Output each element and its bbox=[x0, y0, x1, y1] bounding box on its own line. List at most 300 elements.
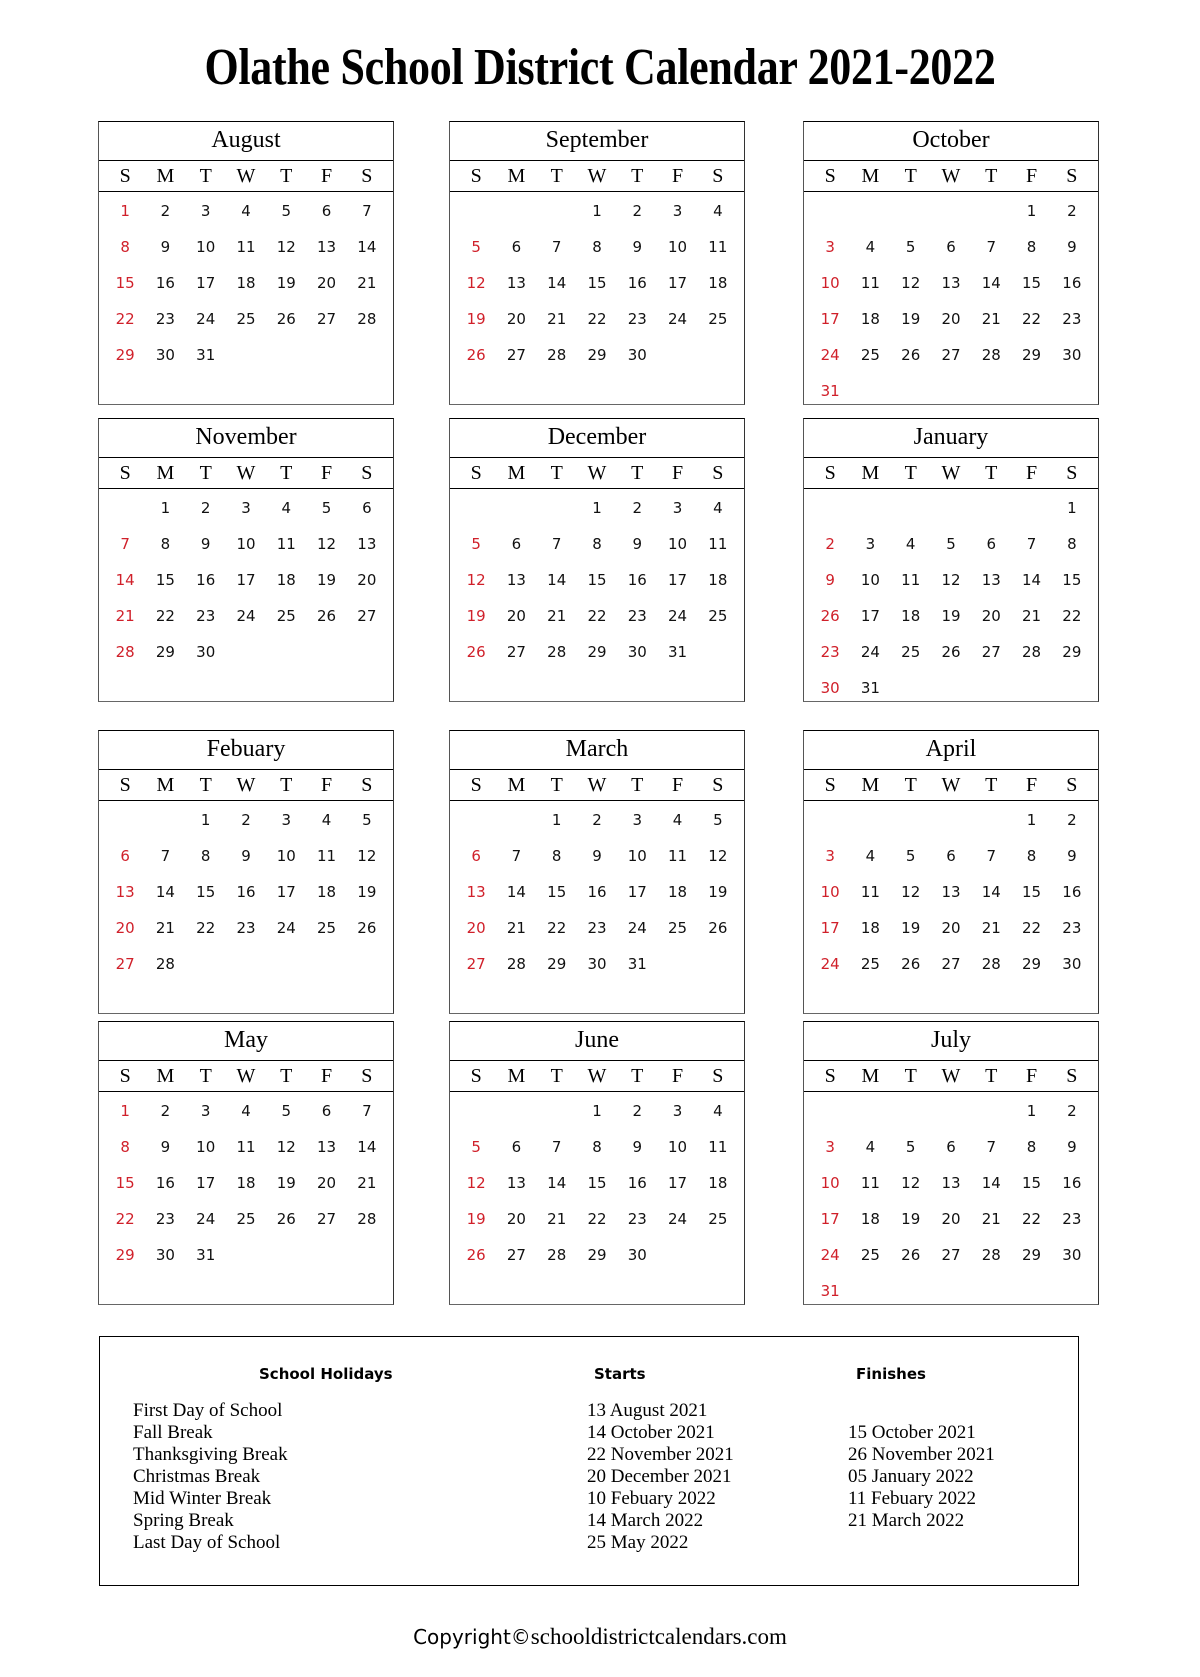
weekday-label: F bbox=[321, 774, 333, 796]
site-link[interactable]: schooldistrictcalendars.com bbox=[530, 1624, 787, 1649]
date: 22 bbox=[1022, 919, 1042, 937]
weekday-label: M bbox=[156, 462, 175, 484]
date: 7 bbox=[362, 1102, 372, 1120]
sunday-date: 31 bbox=[820, 1282, 840, 1300]
weekday-header bbox=[450, 161, 744, 192]
empty-day bbox=[145, 802, 185, 838]
weekday-label: M bbox=[861, 165, 880, 187]
date: 13 bbox=[317, 238, 337, 256]
date: 7 bbox=[551, 535, 562, 553]
date: 31 bbox=[668, 643, 688, 661]
sunday-date: 12 bbox=[466, 571, 486, 589]
date: 26 bbox=[357, 919, 377, 937]
date: 13 bbox=[941, 1174, 961, 1192]
date: 28 bbox=[547, 346, 567, 364]
weekday-label: W bbox=[587, 165, 607, 187]
date: 11 bbox=[236, 1138, 256, 1156]
empty-day bbox=[971, 1093, 1011, 1129]
date: 12 bbox=[901, 883, 921, 901]
date: 31 bbox=[627, 955, 647, 973]
sunday-date: 13 bbox=[115, 883, 135, 901]
date: 12 bbox=[317, 535, 337, 553]
date: 12 bbox=[708, 847, 728, 865]
date: 23 bbox=[587, 919, 607, 937]
sunday-date: 19 bbox=[466, 1210, 486, 1228]
empty-day bbox=[496, 490, 536, 526]
holiday-finishes-cell: 11 Febuary 2022 bbox=[848, 1488, 977, 1509]
empty-day bbox=[537, 490, 577, 526]
sunday-date: 3 bbox=[825, 1138, 835, 1156]
date: 4 bbox=[865, 238, 876, 256]
date: 6 bbox=[321, 1102, 332, 1120]
date: 22 bbox=[1022, 310, 1042, 328]
weekday-label: S bbox=[824, 165, 836, 187]
weekday-label: S bbox=[824, 774, 836, 796]
weekday-label: M bbox=[861, 1065, 880, 1087]
date: 10 bbox=[276, 847, 296, 865]
holiday-starts-cell: 13 August 2021 bbox=[587, 1400, 708, 1421]
date: 18 bbox=[317, 883, 337, 901]
date: 23 bbox=[627, 310, 647, 328]
date: 5 bbox=[362, 811, 372, 829]
date: 27 bbox=[941, 1246, 961, 1264]
date: 21 bbox=[357, 1174, 377, 1192]
date: 13 bbox=[941, 274, 961, 292]
date: 11 bbox=[317, 847, 337, 865]
date: 21 bbox=[981, 919, 1001, 937]
holiday-starts-cell: 14 October 2021 bbox=[587, 1422, 715, 1443]
weekday-label: S bbox=[361, 165, 373, 187]
weekday-label: T bbox=[904, 1065, 917, 1087]
date: 14 bbox=[1022, 571, 1042, 589]
date: 10 bbox=[668, 535, 688, 553]
date: 4 bbox=[672, 811, 683, 829]
empty-day bbox=[971, 802, 1011, 838]
sunday-date: 26 bbox=[466, 1246, 486, 1264]
date: 28 bbox=[506, 955, 526, 973]
holiday-name-cell: Thanksgiving Break bbox=[133, 1444, 288, 1465]
date: 27 bbox=[941, 955, 961, 973]
date: 25 bbox=[860, 1246, 880, 1264]
date: 1 bbox=[160, 499, 171, 517]
date: 13 bbox=[506, 274, 526, 292]
date: 31 bbox=[196, 346, 216, 364]
date: 22 bbox=[587, 1210, 607, 1228]
date: 30 bbox=[627, 346, 647, 364]
date: 20 bbox=[506, 310, 526, 328]
month-april bbox=[803, 730, 1099, 1014]
empty-day bbox=[931, 490, 971, 526]
date: 16 bbox=[1062, 274, 1082, 292]
weekday-label: W bbox=[941, 1065, 961, 1087]
date: 17 bbox=[196, 1174, 216, 1192]
date: 28 bbox=[981, 346, 1001, 364]
sunday-date: 20 bbox=[466, 919, 486, 937]
date: 11 bbox=[860, 883, 880, 901]
date: 7 bbox=[986, 238, 997, 256]
date: 16 bbox=[1062, 883, 1082, 901]
date: 17 bbox=[236, 571, 256, 589]
month-september bbox=[449, 121, 745, 405]
weekday-header bbox=[804, 161, 1098, 192]
date: 1 bbox=[551, 811, 562, 829]
date: 26 bbox=[276, 310, 296, 328]
date: 8 bbox=[551, 847, 562, 865]
date: 9 bbox=[200, 535, 211, 553]
date: 22 bbox=[587, 607, 607, 625]
date: 2 bbox=[1067, 1102, 1077, 1120]
date: 20 bbox=[941, 919, 961, 937]
weekday-label: T bbox=[280, 165, 293, 187]
date: 15 bbox=[1022, 883, 1042, 901]
date: 10 bbox=[196, 238, 216, 256]
date: 6 bbox=[946, 238, 956, 256]
empty-day bbox=[850, 490, 890, 526]
date: 26 bbox=[276, 1210, 296, 1228]
weekday-label: F bbox=[672, 462, 684, 484]
starts-list bbox=[587, 1400, 734, 1554]
holiday-starts-cell: 20 December 2021 bbox=[587, 1466, 732, 1487]
holiday-name-cell: Mid Winter Break bbox=[133, 1488, 272, 1509]
empty-day bbox=[931, 193, 971, 229]
date: 14 bbox=[981, 1174, 1001, 1192]
sunday-date: 1 bbox=[120, 202, 130, 220]
date: 5 bbox=[905, 238, 916, 256]
month-december bbox=[449, 418, 745, 702]
date: 11 bbox=[668, 847, 688, 865]
weekday-label: T bbox=[280, 774, 293, 796]
date: 13 bbox=[941, 883, 961, 901]
weekday-label: T bbox=[904, 165, 917, 187]
date: 5 bbox=[713, 811, 723, 829]
date: 11 bbox=[901, 571, 921, 589]
page-title: Olathe School District Calendar 2021-2022 bbox=[204, 38, 996, 96]
weekday-label: W bbox=[236, 462, 256, 484]
empty-day bbox=[891, 1093, 931, 1129]
sunday-date: 12 bbox=[466, 274, 486, 292]
weekday-label: S bbox=[119, 774, 131, 796]
date: 4 bbox=[865, 1138, 876, 1156]
days-grid bbox=[99, 801, 393, 982]
date: 7 bbox=[1026, 535, 1037, 553]
date: 9 bbox=[592, 847, 602, 865]
date: 16 bbox=[587, 883, 607, 901]
holiday-name-cell: First Day of School bbox=[133, 1400, 283, 1421]
date: 16 bbox=[627, 1174, 647, 1192]
empty-day bbox=[537, 193, 577, 229]
date: 28 bbox=[357, 310, 377, 328]
sunday-date: 6 bbox=[120, 847, 130, 865]
date: 30 bbox=[627, 643, 647, 661]
date: 9 bbox=[632, 238, 643, 256]
date: 6 bbox=[986, 535, 997, 553]
date: 24 bbox=[668, 607, 688, 625]
sunday-date: 26 bbox=[820, 607, 840, 625]
date: 2 bbox=[160, 202, 171, 220]
date: 31 bbox=[860, 679, 880, 697]
date: 23 bbox=[236, 919, 256, 937]
date: 4 bbox=[241, 202, 251, 220]
weekday-label: S bbox=[1066, 165, 1078, 187]
sunday-date: 30 bbox=[820, 679, 840, 697]
date: 20 bbox=[981, 607, 1001, 625]
weekday-label: F bbox=[672, 774, 684, 796]
weekday-label: M bbox=[861, 462, 880, 484]
date: 7 bbox=[160, 847, 171, 865]
month-name: January bbox=[804, 419, 1098, 458]
date: 22 bbox=[587, 310, 607, 328]
empty-day bbox=[850, 1093, 890, 1129]
holiday-finishes-cell: 26 November 2021 bbox=[848, 1444, 995, 1465]
date: 2 bbox=[592, 811, 602, 829]
date: 18 bbox=[708, 274, 728, 292]
weekday-label: F bbox=[1026, 1065, 1038, 1087]
date: 7 bbox=[551, 238, 562, 256]
date: 8 bbox=[1026, 1138, 1037, 1156]
sunday-date: 20 bbox=[115, 919, 135, 937]
holiday-starts-cell: 14 March 2022 bbox=[587, 1510, 704, 1531]
date: 13 bbox=[981, 571, 1001, 589]
date: 29 bbox=[587, 643, 607, 661]
date: 20 bbox=[317, 274, 337, 292]
holiday-finishes-cell bbox=[848, 1400, 995, 1422]
date: 14 bbox=[357, 1138, 377, 1156]
date: 27 bbox=[317, 1210, 337, 1228]
date: 29 bbox=[547, 955, 567, 973]
weekday-label: T bbox=[550, 165, 563, 187]
date: 11 bbox=[708, 1138, 728, 1156]
weekday-label: F bbox=[1026, 462, 1038, 484]
month-may bbox=[98, 1021, 394, 1305]
date: 31 bbox=[196, 1246, 216, 1264]
month-name: Febuary bbox=[99, 731, 393, 770]
date: 8 bbox=[592, 535, 602, 553]
date: 17 bbox=[627, 883, 647, 901]
date: 25 bbox=[708, 1210, 728, 1228]
weekday-header bbox=[450, 1061, 744, 1092]
weekday-label: S bbox=[712, 1065, 724, 1087]
empty-day bbox=[891, 490, 931, 526]
date: 8 bbox=[1067, 535, 1077, 553]
weekday-label: T bbox=[985, 462, 998, 484]
date: 25 bbox=[276, 607, 296, 625]
sunday-date: 6 bbox=[471, 847, 481, 865]
empty-day bbox=[537, 1093, 577, 1129]
date: 1 bbox=[592, 1102, 602, 1120]
date: 13 bbox=[357, 535, 377, 553]
weekday-label: M bbox=[507, 462, 526, 484]
date: 17 bbox=[860, 607, 880, 625]
date: 9 bbox=[241, 847, 251, 865]
weekday-header bbox=[99, 770, 393, 801]
date: 8 bbox=[200, 847, 211, 865]
weekday-label: S bbox=[1066, 774, 1078, 796]
sunday-date: 22 bbox=[115, 1210, 135, 1228]
weekday-label: M bbox=[507, 774, 526, 796]
weekday-label: M bbox=[861, 774, 880, 796]
empty-day bbox=[456, 193, 496, 229]
empty-day bbox=[496, 193, 536, 229]
weekday-label: T bbox=[904, 462, 917, 484]
date: 28 bbox=[981, 1246, 1001, 1264]
sunday-date: 8 bbox=[120, 1138, 130, 1156]
weekday-label: S bbox=[712, 165, 724, 187]
date: 18 bbox=[708, 571, 728, 589]
date: 30 bbox=[155, 346, 175, 364]
date: 22 bbox=[547, 919, 567, 937]
empty-day bbox=[456, 1093, 496, 1129]
days-grid bbox=[99, 192, 393, 373]
sunday-date: 5 bbox=[471, 1138, 481, 1156]
weekday-header bbox=[99, 1061, 393, 1092]
date: 12 bbox=[276, 1138, 296, 1156]
days-grid bbox=[804, 192, 1098, 409]
sunday-date: 7 bbox=[120, 535, 130, 553]
weekday-label: F bbox=[672, 165, 684, 187]
date: 14 bbox=[506, 883, 526, 901]
sunday-date: 15 bbox=[115, 1174, 135, 1192]
date: 1 bbox=[1067, 499, 1077, 517]
date: 29 bbox=[1022, 346, 1042, 364]
month-january bbox=[803, 418, 1099, 702]
date: 18 bbox=[668, 883, 688, 901]
date: 15 bbox=[155, 571, 175, 589]
date: 18 bbox=[236, 274, 256, 292]
date: 8 bbox=[1026, 847, 1037, 865]
holiday-name-header: School Holidays bbox=[259, 1365, 393, 1383]
date: 30 bbox=[196, 643, 216, 661]
weekday-label: W bbox=[587, 462, 607, 484]
sunday-date: 27 bbox=[466, 955, 486, 973]
weekday-label: M bbox=[507, 1065, 526, 1087]
date: 9 bbox=[160, 1138, 171, 1156]
date: 7 bbox=[511, 847, 522, 865]
holiday-name-cell: Spring Break bbox=[133, 1510, 234, 1531]
sunday-date: 17 bbox=[820, 1210, 840, 1228]
days-grid bbox=[99, 489, 393, 670]
date: 26 bbox=[708, 919, 728, 937]
date: 26 bbox=[901, 346, 921, 364]
weekday-label: T bbox=[985, 774, 998, 796]
weekday-label: T bbox=[631, 462, 644, 484]
finishes-list bbox=[848, 1400, 995, 1554]
date: 23 bbox=[627, 1210, 647, 1228]
date: 13 bbox=[506, 1174, 526, 1192]
month-november bbox=[98, 418, 394, 702]
date: 21 bbox=[506, 919, 526, 937]
days-grid bbox=[804, 489, 1098, 706]
date: 3 bbox=[200, 1102, 211, 1120]
weekday-label: T bbox=[904, 774, 917, 796]
weekday-label: S bbox=[361, 462, 373, 484]
date: 25 bbox=[668, 919, 688, 937]
sunday-date: 5 bbox=[471, 238, 481, 256]
month-name: August bbox=[99, 122, 393, 161]
date: 29 bbox=[155, 643, 175, 661]
date: 4 bbox=[713, 202, 723, 220]
date: 18 bbox=[860, 1210, 880, 1228]
month-august bbox=[98, 121, 394, 405]
holiday-name-list bbox=[133, 1400, 288, 1554]
starts-header: Starts bbox=[594, 1365, 646, 1383]
date: 3 bbox=[865, 535, 876, 553]
sunday-date: 22 bbox=[115, 310, 135, 328]
sunday-date: 27 bbox=[115, 955, 135, 973]
date: 27 bbox=[506, 1246, 526, 1264]
holiday-finishes-cell: 15 October 2021 bbox=[848, 1422, 976, 1443]
weekday-label: S bbox=[1066, 462, 1078, 484]
date: 24 bbox=[668, 1210, 688, 1228]
date: 29 bbox=[1062, 643, 1082, 661]
date: 1 bbox=[592, 499, 602, 517]
date: 21 bbox=[547, 607, 567, 625]
date: 17 bbox=[668, 571, 688, 589]
date: 25 bbox=[860, 955, 880, 973]
empty-day bbox=[456, 802, 496, 838]
empty-day bbox=[891, 193, 931, 229]
sunday-date: 10 bbox=[820, 1174, 840, 1192]
date: 20 bbox=[941, 310, 961, 328]
days-grid bbox=[450, 192, 744, 373]
weekday-label: T bbox=[199, 462, 212, 484]
date: 5 bbox=[281, 1102, 292, 1120]
empty-day bbox=[931, 1093, 971, 1129]
date: 21 bbox=[1022, 607, 1042, 625]
date: 15 bbox=[1022, 1174, 1042, 1192]
month-name: July bbox=[804, 1022, 1098, 1061]
date: 3 bbox=[672, 499, 683, 517]
date: 1 bbox=[200, 811, 211, 829]
date: 6 bbox=[511, 238, 522, 256]
month-june bbox=[449, 1021, 745, 1305]
weekday-label: S bbox=[470, 165, 482, 187]
sunday-date: 14 bbox=[115, 571, 135, 589]
weekday-label: T bbox=[199, 165, 212, 187]
date: 19 bbox=[941, 607, 961, 625]
date: 25 bbox=[236, 310, 256, 328]
date: 10 bbox=[236, 535, 256, 553]
date: 25 bbox=[708, 607, 728, 625]
date: 9 bbox=[1067, 847, 1077, 865]
sunday-date: 2 bbox=[825, 535, 835, 553]
date: 21 bbox=[357, 274, 377, 292]
sunday-date: 24 bbox=[820, 955, 840, 973]
date: 23 bbox=[1062, 919, 1082, 937]
sunday-date: 8 bbox=[120, 238, 130, 256]
month-july bbox=[803, 1021, 1099, 1305]
empty-day bbox=[931, 802, 971, 838]
date: 9 bbox=[1067, 238, 1077, 256]
date: 5 bbox=[905, 1138, 916, 1156]
holiday-starts-cell: 22 November 2021 bbox=[587, 1444, 734, 1465]
date: 16 bbox=[155, 274, 175, 292]
date: 30 bbox=[1062, 955, 1082, 973]
weekday-label: W bbox=[941, 462, 961, 484]
date: 2 bbox=[160, 1102, 171, 1120]
date: 23 bbox=[155, 310, 175, 328]
weekday-label: W bbox=[941, 165, 961, 187]
month-name: October bbox=[804, 122, 1098, 161]
sunday-date: 17 bbox=[820, 919, 840, 937]
date: 10 bbox=[860, 571, 880, 589]
date: 20 bbox=[357, 571, 377, 589]
date: 22 bbox=[155, 607, 175, 625]
holiday-finishes-cell bbox=[848, 1532, 995, 1554]
date: 11 bbox=[276, 535, 296, 553]
sunday-date: 5 bbox=[471, 535, 481, 553]
date: 23 bbox=[1062, 1210, 1082, 1228]
date: 12 bbox=[276, 238, 296, 256]
